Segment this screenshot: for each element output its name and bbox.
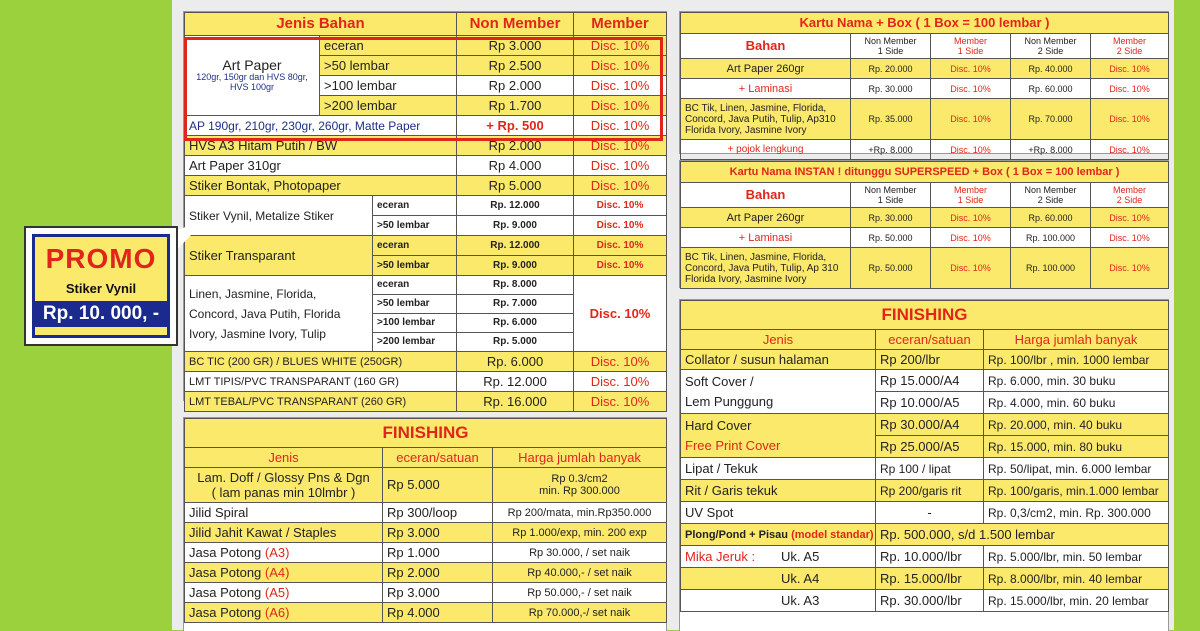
price-cell: Rp. 50.000 [851,228,931,248]
col-label: Non Member [864,185,917,195]
bulk-cell: Rp. 5.000/lbr, min. 50 lembar [984,546,1169,568]
row-name: BC Tik, Linen, Jasmine, Florida, Concord, Java Putih, Tulip, Ap 310 Florida Ivory, Jasmine Ivory [681,248,851,289]
price-cell: Rp 4.000 [457,156,574,176]
qty-cell: >50 lembar [373,256,457,276]
row-name: Jasa Potong [189,564,265,580]
row-name: BC TIC (200 GR) / BLUES WHITE (250GR) [185,352,457,372]
row-name: Jilid Jahit Kawat / Staples [185,523,383,543]
bulk-cell: Rp 40.000,- / set naik [493,563,667,583]
col-side: 1 Side [957,195,984,205]
art-paper-note: 120gr, 150gr dan HVS 80gr, HVS 100gr [196,72,308,92]
col-label: Member [1112,36,1146,46]
finishing-left-title: FINISHING [185,419,667,448]
bulk-cell: Rp. 6.000, min. 30 buku [984,370,1169,392]
col-label: Member [953,185,987,195]
bulk-cell: Rp 0.3/cm2 [551,473,608,485]
qty-cell: >200 lembar [320,96,457,116]
unit-cell: Rp 5.000 [383,468,493,503]
unit-cell: Rp 1.000 [383,543,493,563]
bulk-cell: Rp 200/mata, min.Rp350.000 [493,503,667,523]
row-name: BC Tik, Linen, Jasmine, Florida, Concord, Java Putih, Tulip, Ap310 Florida Ivory, Jasmine Ivory [681,99,851,140]
header-jenis: Jenis [681,330,876,350]
hard-cover-name-2: Free Print Cover [685,437,781,453]
plong-note: (model standar) [791,528,874,541]
promo-subtitle: Stiker Vynil [65,281,137,296]
unit-cell: Rp 300/loop [383,503,493,523]
header-bahan: Bahan [681,34,851,59]
unit-cell: - [876,502,984,524]
row-name: Art Paper 260gr [681,59,851,79]
price-cell: Rp. 60.000 [1011,208,1091,228]
bulk-cell: Rp. 50/lipat, min. 6.000 lembar [984,458,1169,480]
col-side: 1 Side [957,46,984,56]
bulk-cell: Rp. 4.000, min. 60 buku [984,392,1169,414]
promo-price: Rp. 10. 000, - [35,301,167,327]
unit-cell: Rp 4.000 [383,603,493,623]
row-name: Collator / susun halaman [681,350,876,370]
paper-price-table [183,11,667,409]
ap-plus-name: AP 190gr, 210gr, 230gr, 260gr, Matte Paper [185,116,457,136]
member-cell: Disc. 10% [1091,59,1169,79]
qty-cell: eceran [373,236,457,256]
header-bahan: Bahan [681,183,851,208]
unit-cell: Rp 30.000/A4 [876,414,984,436]
qty-cell: >50 lembar [373,295,457,314]
member-cell: Disc. 10% [931,99,1011,140]
row-name: UV Spot [681,502,876,524]
price-cell: Rp. 70.000 [1011,99,1091,140]
linen-name: Linen, Jasmine, Florida, Concord, Java Putih, Florida Ivory, Jasmine Ivory, Tulip [185,276,373,352]
member-cell: Disc. 10% [574,352,667,372]
hard-cover-name: Hard Cover [685,417,752,433]
col-label: Non Member [864,36,917,46]
unit-cell: Rp. 10.000/lbr [876,546,984,568]
qty-cell: eceran [320,36,457,56]
price-cell: Rp. 9.000 [457,256,574,276]
lam-name: Lam. Doff / Glossy Pns & Dgn [197,470,370,485]
finishing-right-title: FINISHING [681,301,1169,330]
member-cell: Disc. 10% [931,59,1011,79]
header-non-member: Non Member [457,13,574,36]
member-cell: Disc. 10% [574,56,667,76]
row-name: + Laminasi [681,79,851,99]
col-label: Member [1113,185,1147,195]
finishing-right-table [679,299,1169,631]
member-cell: Disc. 10% [931,79,1011,99]
row-name: Art Paper 260gr [681,208,851,228]
member-cell: Disc. 10% [1091,140,1169,160]
qty-cell: >50 lembar [320,56,457,76]
member-cell: Disc. 10% [574,392,667,412]
price-cell: +Rp. 8.000 [851,140,931,160]
size-label: (A4) [264,564,290,580]
price-cell: Rp. 35.000 [851,99,931,140]
header-eceran: eceran/satuan [876,330,984,350]
promo-frame [24,226,178,346]
header-harga-banyak: Harga jumlah banyak [493,448,667,468]
col-side: 2 Side [1116,46,1143,56]
price-cell: Rp. 30.000 [851,208,931,228]
price-cell: Rp. 40.000 [1011,59,1091,79]
bulk-cell: Rp 1.000/exp, min. 200 exp [493,523,667,543]
col-side: 1 Side [877,195,904,205]
bulk-cell: Rp 50.000,- / set naik [493,583,667,603]
member-cell: Disc. 10% [1091,248,1169,289]
kartu-nama-title: Kartu Nama + Box ( 1 Box = 100 lembar ) [681,13,1169,34]
bulk-cell: Rp. 0,3/cm2, min. Rp. 300.000 [984,502,1169,524]
unit-cell: Rp 10.000/A5 [876,392,984,414]
row-name: Art Paper 310gr [185,156,457,176]
member-cell: Disc. 10% [1091,228,1169,248]
bulk-cell: Rp 30.000, / set naik [493,543,667,563]
member-cell: Disc. 10% [1091,79,1169,99]
price-cell: Rp. 20.000 [851,59,931,79]
row-name: + Laminasi [681,228,851,248]
unit-cell: Rp 100 / lipat [876,458,984,480]
bulk-cell: Rp 70.000,-/ set naik [493,603,667,623]
price-cell: Rp. 100.000 [1011,228,1091,248]
unit-cell: Rp. 30.000/lbr [876,590,984,612]
price-cell: Rp. 5.000 [457,333,574,352]
member-cell: Disc. 10% [1091,99,1169,140]
header-eceran: eceran/satuan [383,448,493,468]
price-cell: Rp 3.000 [457,36,574,56]
member-cell: Disc. 10% [574,256,667,276]
header-harga-banyak: Harga jumlah banyak [984,330,1169,350]
size-label: (A5) [264,584,290,600]
plong-name: Plong/Pond + Pisau [685,528,788,541]
finishing-left-table [183,417,667,631]
price-cell: Rp 2.500 [457,56,574,76]
price-cell: Rp. 9.000 [457,216,574,236]
unit-cell: Rp 200/lbr [876,350,984,370]
side-ornament [1174,0,1200,630]
price-cell: +Rp. 8.000 [1011,140,1091,160]
price-cell: Rp. 12.000 [457,196,574,216]
kartu-instan-title: Kartu Nama INSTAN ! ditunggu SUPERSPEED + Box ( 1 Box = 100 lembar ) [681,162,1169,183]
col-side: 2 Side [1037,46,1064,56]
header-jenis-bahan: Jenis Bahan [185,13,457,36]
qty-cell: >50 lembar [373,216,457,236]
unit-cell: Rp 2.000 [383,563,493,583]
row-name: + pojok lengkung [681,140,851,160]
bulk-cell: Rp. 100/lbr , min. 1000 lembar [984,350,1169,370]
price-cell: Rp 2.000 [457,136,574,156]
unit-cell: Rp. 15.000/lbr [876,568,984,590]
mika-size: Uk. A3 [781,592,820,608]
promo-inner [32,234,170,338]
kartu-instan-table [679,160,1169,288]
member-cell: Disc. 10% [574,76,667,96]
price-cell: Rp. 50.000 [851,248,931,289]
price-cell: Rp. 100.000 [1011,248,1091,289]
row-name: LMT TIPIS/PVC TRANSPARANT (160 GR) [185,372,457,392]
member-cell: Disc. 10% [574,136,667,156]
member-cell: Disc. 10% [574,196,667,216]
price-cell: Rp 5.000 [457,176,574,196]
qty-cell: >100 lembar [373,314,457,333]
row-name: Jasa Potong [189,544,265,560]
col-side: 1 Side [877,46,904,56]
row-name: Jilid Spiral [185,503,383,523]
mika-name: Mika Jeruk : [685,548,756,564]
qty-cell: eceran [373,276,457,295]
row-name: Stiker Bontak, Photopaper [185,176,457,196]
lam-note: ( lam panas min 10lmbr ) [211,485,356,500]
member-cell: Disc. 10% [574,176,667,196]
linen-member: Disc. 10% [574,276,667,352]
unit-cell: Rp 200/garis rit [876,480,984,502]
price-cell: Rp. 30.000 [851,79,931,99]
col-side: 2 Side [1116,195,1143,205]
price-cell: Rp. 6.000 [457,352,574,372]
row-name: Jasa Potong [189,584,265,600]
member-cell: Disc. 10% [574,372,667,392]
row-name: Rit / Garis tekuk [681,480,876,502]
price-cell: Rp. 6.000 [457,314,574,333]
unit-cell: Rp 3.000 [383,523,493,543]
bulk-cell: Rp. 15.000/lbr, min. 20 lembar [984,590,1169,612]
soft-cover-name-2: Lem Punggung [685,393,774,409]
member-cell: Disc. 10% [574,36,667,56]
promo-title: PROMO [45,243,157,274]
qty-cell: eceran [373,196,457,216]
price-cell: Rp 1.700 [457,96,574,116]
member-cell: Disc. 10% [1091,208,1169,228]
col-label: Non Member [1024,36,1077,46]
row-name: Lipat / Tekuk [681,458,876,480]
size-label: (A6) [264,604,290,620]
price-cell: Rp. 7.000 [457,295,574,314]
kartu-nama-table [679,11,1169,154]
ap-plus-price: + Rp. 500 [457,116,574,136]
row-name: LMT TEBAL/PVC TRANSPARANT (260 GR) [185,392,457,412]
unit-cell: Rp 15.000/A4 [876,370,984,392]
bulk-cell: Rp. 100/garis, min.1.000 lembar [984,480,1169,502]
member-cell: Disc. 10% [574,156,667,176]
size-label: (A3) [264,544,290,560]
ap-plus-member: Disc. 10% [574,116,667,136]
member-cell: Disc. 10% [574,96,667,116]
stiker-vynil-name: Stiker Vynil, Metalize Stiker [185,196,373,236]
art-paper-name: Art Paper [222,57,282,73]
header-member: Member [574,13,667,36]
bulk-cell: Rp. 15.000, min. 80 buku [984,436,1169,458]
unit-cell: Rp 3.000 [383,583,493,603]
col-side: 2 Side [1037,195,1064,205]
soft-cover-name: Soft Cover / [685,373,754,389]
bulk-cell: Rp. 8.000/lbr, min. 40 lembar [984,568,1169,590]
member-cell: Disc. 10% [574,216,667,236]
price-cell: Rp 2.000 [457,76,574,96]
header-jenis: Jenis [185,448,383,468]
price-cell: Rp. 16.000 [457,392,574,412]
price-cell: Rp. 60.000 [1011,79,1091,99]
price-cell: Rp. 12.000 [457,236,574,256]
stiker-transparant-name: Stiker Transparant [185,236,373,276]
bulk-cell-2: min. Rp 300.000 [539,485,620,497]
qty-cell: >200 lembar [373,333,457,352]
price-cell: Rp. 12.000 [457,372,574,392]
price-cell: Rp. 8.000 [457,276,574,295]
member-cell: Disc. 10% [931,228,1011,248]
member-cell: Disc. 10% [931,248,1011,289]
col-label: Non Member [1024,185,1077,195]
promo-badge [24,226,184,344]
member-cell: Disc. 10% [931,208,1011,228]
mika-size: Uk. A5 [781,548,820,564]
row-name: Jasa Potong [189,604,265,620]
plong-price: Rp. 500.000, s/d 1.500 lembar [876,524,1169,546]
col-label: Member [953,36,987,46]
bulk-cell: Rp. 20.000, min. 40 buku [984,414,1169,436]
unit-cell: Rp 25.000/A5 [876,436,984,458]
qty-cell: >100 lembar [320,76,457,96]
row-name: HVS A3 Hitam Putih / BW [185,136,457,156]
member-cell: Disc. 10% [931,140,1011,160]
member-cell: Disc. 10% [574,236,667,256]
mika-size: Uk. A4 [781,570,820,586]
